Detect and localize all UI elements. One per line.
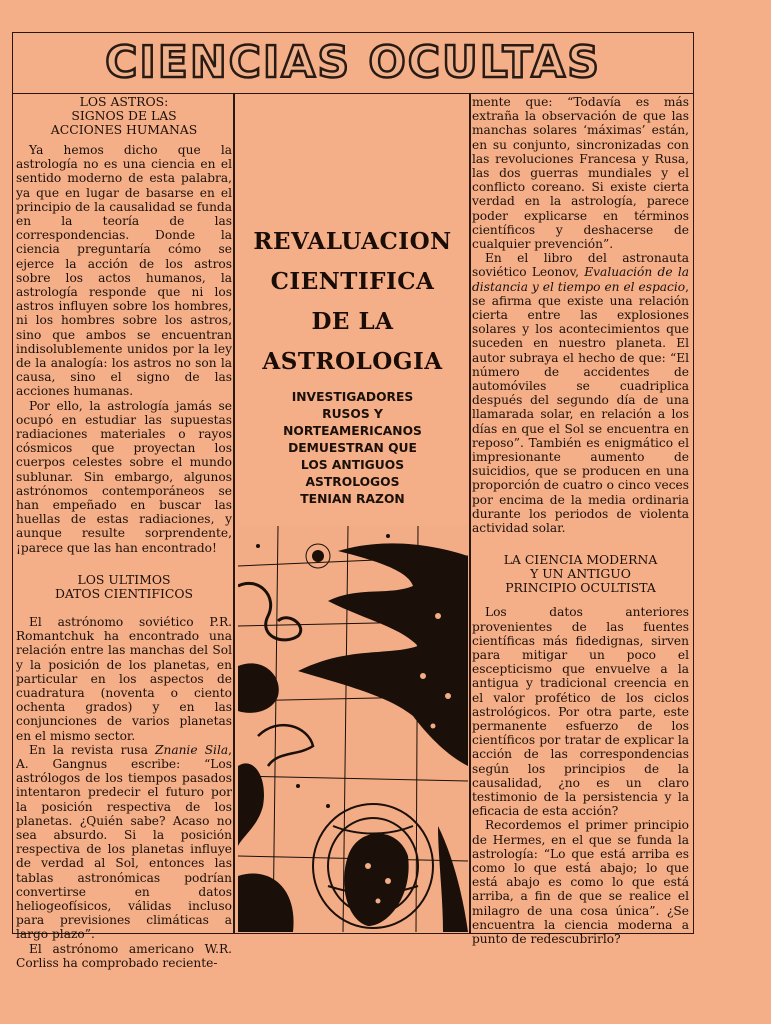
headline-line: ASTROLOGIA: [262, 348, 443, 375]
headline-line: REVALUACION: [253, 228, 452, 255]
column-divider-left: [233, 94, 235, 934]
subheadline-line: INVESTIGADORES: [291, 390, 414, 404]
subheading-line: PRINCIPIO OCULTISTA: [505, 580, 656, 596]
text-run: En el libro del astronauta soviético Leonov,: [472, 251, 689, 280]
subheading-line: LOS ASTROS:: [79, 94, 169, 109]
subheadline-line: NORTEAMERICANOS: [283, 424, 422, 438]
subheading-datos: [16, 573, 232, 601]
subheading-line: Y UN ANTIGUO: [530, 566, 631, 582]
subheading-line: LOS ULTIMOS: [77, 571, 171, 587]
subheadline-line: LOS ANTIGUOS: [300, 458, 405, 472]
paragraph: [16, 743, 232, 942]
astrological-engraving-illustration: [238, 526, 468, 932]
headline-line: CIENTIFICA: [270, 268, 435, 295]
book-title: Evaluación de la distancia y el tiempo en el espacio: [472, 265, 689, 294]
subheadline-line: ASTROLOGOS: [305, 475, 400, 489]
paragraph: [472, 251, 689, 535]
paragraph: Por ello, la astrología jamás se ocupó en estudiar las supuestas radiaciones materiales o rayos cósmicos que proyectan los cuerpos celestes sobre el mundo sublunar. Sin embargo, algunos astrónomos contemporáneos se han empeñado en buscar las huellas de estas radiaciones, y aunque resulte sorprendente, ¡parece que las han encontrado!: [16, 398, 232, 555]
subheading-line: ACCIONES HUMANAS: [50, 122, 198, 137]
article-column-left: [16, 95, 232, 970]
paragraph: Recordemos el primer principio de Hermes, en el que se funda la astrología: “Lo que está arriba es como lo que está abajo; lo que está abajo es como lo que está arriba, a fin de que se realice el milagro de una cosa única”. ¿Se encuentra la ciencia moderna a punto de redescubrirlo?: [472, 818, 689, 946]
text-run: , A. Gangnus escribe: “Los astrólogos de los tiempos pasados intentaron predecir el futuro por la posición respectiva de los planetas. ¿Quién sabe? Acaso no sea absurdo. Si la posición respectiva de los planetas influye de verdad al Sol, entonces las tablas astronómicas podrían convertirse en datos heliogeofísicos, válidas incluso para previsiones climáticas a largo plazo”.: [16, 742, 232, 942]
paragraph: El astrónomo americano W.R. Corliss ha comprobado reciente-: [16, 941, 232, 970]
text-run: En la revista rusa: [29, 742, 155, 757]
feature-center: [236, 94, 469, 934]
paragraph: mente que: “Todavía es más extraña la observación de que las manchas solares ‘máximas’ están, en su conjunto, sincronizadas con las revoluciones Francesa y Rusa, las dos guerras mundiales y el conflicto coreano. Si existe cierta verdad en la astrología, parece poder explicarse en términos científicos y deshacerse de cualquier prevención”.: [472, 95, 689, 252]
headline-line: DE LA: [311, 308, 394, 335]
section-title: CIENCIAS OCULTAS: [105, 37, 601, 88]
text-run: , se afirma que existe una relación cierta entre las explosiones solares y los acontecimientos que suceden en nuestro planeta. El autor subraya el hecho de que: “El número de accidentes de automóviles se cuadriplica después del segundo día de una llamarada solar, en relación a los días en que el Sol se encuentra en reposo”. También es enigmático el impresionante aumento de suicidios, que se producen en una proporción de cuatro o cinco veces por encima de la media ordinaria durante los periodos de violenta actividad solar.: [472, 279, 689, 536]
column-divider-right: [469, 94, 471, 934]
article-column-right: [472, 95, 689, 946]
paragraph: Ya hemos dicho que la astrología no es una ciencia en el sentido moderno de esta palabra, ya que en lugar de basarse en el principio de la causalidad se funda en la teoría de las correspondencias. Donde la ciencia preguntaría cómo se ejerce la acción de los astros sobre los actos humanos, la astrología responde que ni los astros influyen sobre los hombres, ni los hombres sobre los astros, sino que ambos se encuentran indisolublemente unidos por la ley de la analogía: los astros no son la causa, sino el signo de las acciones humanas.: [16, 143, 232, 399]
title-bar: [12, 32, 694, 94]
subheading-line: DATOS CIENTIFICOS: [54, 585, 194, 601]
subheading-line: SIGNOS DE LAS: [71, 108, 177, 123]
subheadline-line: DEMUESTRAN QUE: [288, 441, 417, 455]
subheadline: [236, 389, 469, 508]
subheading-line: LA CIENCIA MODERNA: [503, 552, 658, 568]
subheading-astros: [16, 95, 232, 137]
subheadline-line: TENIAN RAZON: [300, 492, 405, 506]
subheading-ciencia-moderna: [472, 553, 689, 595]
magazine-name: Znanie Sila: [155, 742, 229, 757]
paragraph: El astrónomo soviético P.R. Romantchuk ha encontrado una relación entre las manchas del Sol y la posición de los planetas, en particular en los aspectos de cuadratura (noventa o ciento ochenta grados) y en las conjunciones de varios planetas en el mismo sector.: [16, 614, 232, 743]
paragraph: Los datos anteriores provenientes de las fuentes científicas más fidedignas, sirven para mitigar un poco el escepticismo que envuelve a la antigua y tradicional creencia en el valor profético de los ciclos astrológicos. Por otra parte, este permanente esfuerzo de los científicos por tratar de explicar la acción de las correspondencias según los principios de la causalidad, ¿no es un claro testimonio de la persistencia y la eficacia de esta acción?: [472, 605, 689, 819]
subheadline-line: RUSOS Y: [322, 407, 383, 421]
